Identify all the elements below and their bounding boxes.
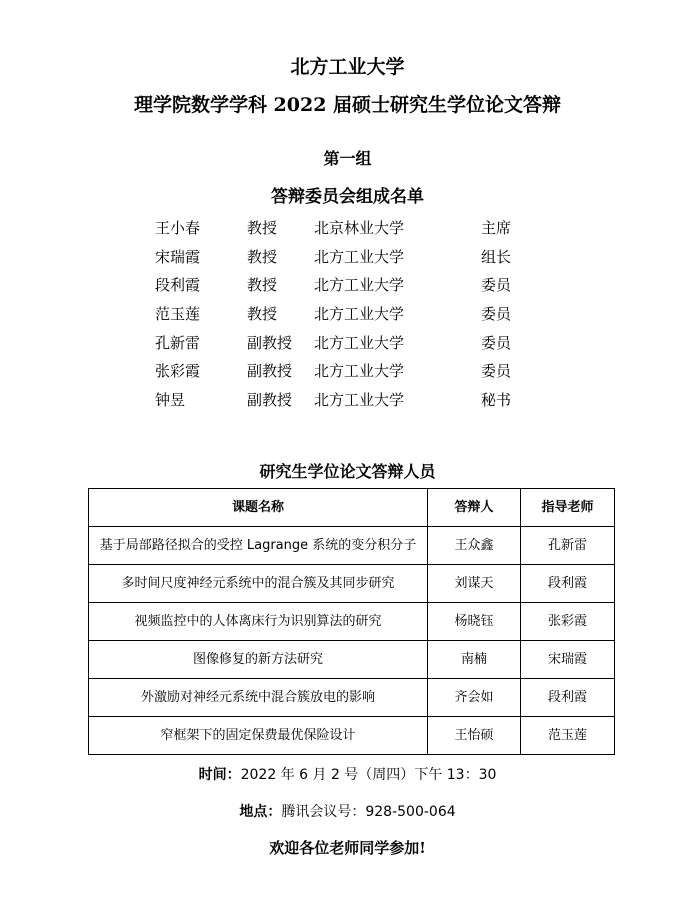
advisor-name: 张彩霞 (521, 603, 615, 641)
advisor-name: 段利霞 (521, 565, 615, 603)
member-name: 范玉莲 (155, 305, 201, 324)
member-org: 北京林业大学 (314, 219, 405, 237)
welcome-message: 欢迎各位老师同学参加! (269, 839, 426, 857)
member-title: 教授 (247, 305, 278, 324)
member-role: 秘书 (481, 391, 512, 410)
member-org: 北方工业大学 (314, 247, 405, 266)
member-name: 王小春 (155, 219, 201, 237)
member-title: 副教授 (247, 362, 293, 381)
committee-list (0, 218, 695, 419)
thesis-topic: 基于局部路径拟合的受控 Lagrange 系统的变分积分子 (89, 527, 428, 565)
defense-title: 理学院数学学科 2022 届硕士研究生学位论文答辩 (133, 94, 562, 116)
time-label: 时间： (198, 767, 241, 783)
member-role: 委员 (481, 305, 512, 324)
member-org: 北方工业大学 (314, 362, 405, 381)
column-header-student: 答辩人 (428, 489, 521, 527)
member-name: 孔新雷 (155, 333, 201, 352)
thesis-topic: 外激励对神经元系统中混合簇放电的影响 (89, 679, 428, 717)
table-header-row (89, 489, 615, 527)
committee-member (0, 361, 695, 390)
student-name: 王怡硕 (428, 717, 521, 755)
examinee-heading: 研究生学位论文答辩人员 (259, 462, 436, 481)
column-header-topic: 课题名称 (89, 489, 428, 527)
committee-member (0, 218, 695, 247)
thesis-topic: 多时间尺度神经元系统中的混合簇及其同步研究 (89, 565, 428, 603)
member-org: 北方工业大学 (314, 391, 405, 410)
member-role: 委员 (481, 333, 512, 352)
student-name: 齐会如 (428, 679, 521, 717)
member-title: 教授 (247, 276, 278, 295)
member-name: 张彩霞 (155, 362, 201, 381)
time-value: 2022 年 6 月 2 号（周四）下午 13：30 (240, 767, 497, 783)
advisor-name: 段利霞 (521, 679, 615, 717)
venue-value: 腾讯会议号：928-500-064 (281, 804, 456, 820)
thesis-topic: 窄框架下的固定保费最优保险设计 (89, 717, 428, 755)
table-row (89, 527, 615, 565)
student-name: 王众鑫 (428, 527, 521, 565)
member-role: 委员 (481, 362, 512, 381)
table-row (89, 603, 615, 641)
student-name: 刘谋天 (428, 565, 521, 603)
member-title: 副教授 (247, 333, 293, 352)
time-info (0, 764, 695, 784)
committee-member (0, 247, 695, 276)
committee-heading: 答辩委员会组成名单 (271, 187, 424, 207)
committee-member (0, 275, 695, 304)
member-name: 段利霞 (155, 276, 201, 295)
committee-member (0, 390, 695, 419)
member-title: 教授 (247, 219, 278, 237)
table-row (89, 641, 615, 679)
table-row (89, 717, 615, 755)
member-org: 北方工业大学 (314, 276, 405, 295)
committee-member (0, 304, 695, 333)
thesis-topic: 视频监控中的人体离床行为识别算法的研究 (89, 603, 428, 641)
member-name: 宋瑞霞 (155, 247, 201, 266)
advisor-name: 孔新雷 (521, 527, 615, 565)
member-role: 主席 (481, 219, 512, 237)
advisor-name: 范玉莲 (521, 717, 615, 755)
student-name: 南楠 (428, 641, 521, 679)
member-org: 北方工业大学 (314, 333, 405, 352)
committee-member (0, 333, 695, 362)
venue-label: 地点： (239, 804, 282, 820)
column-header-advisor: 指导老师 (521, 489, 615, 527)
venue-info (0, 801, 695, 821)
university-title: 北方工业大学 (290, 56, 405, 78)
group-label: 第一组 (323, 149, 372, 168)
member-role: 组长 (481, 247, 512, 266)
thesis-table (88, 488, 615, 755)
member-name: 钟昱 (155, 391, 186, 410)
table-row (89, 679, 615, 717)
member-title: 副教授 (247, 391, 293, 410)
member-title: 教授 (247, 247, 278, 266)
table-row (89, 565, 615, 603)
student-name: 杨晓钰 (428, 603, 521, 641)
member-role: 委员 (481, 276, 512, 295)
advisor-name: 宋瑞霞 (521, 641, 615, 679)
thesis-topic: 图像修复的新方法研究 (89, 641, 428, 679)
member-org: 北方工业大学 (314, 305, 405, 324)
